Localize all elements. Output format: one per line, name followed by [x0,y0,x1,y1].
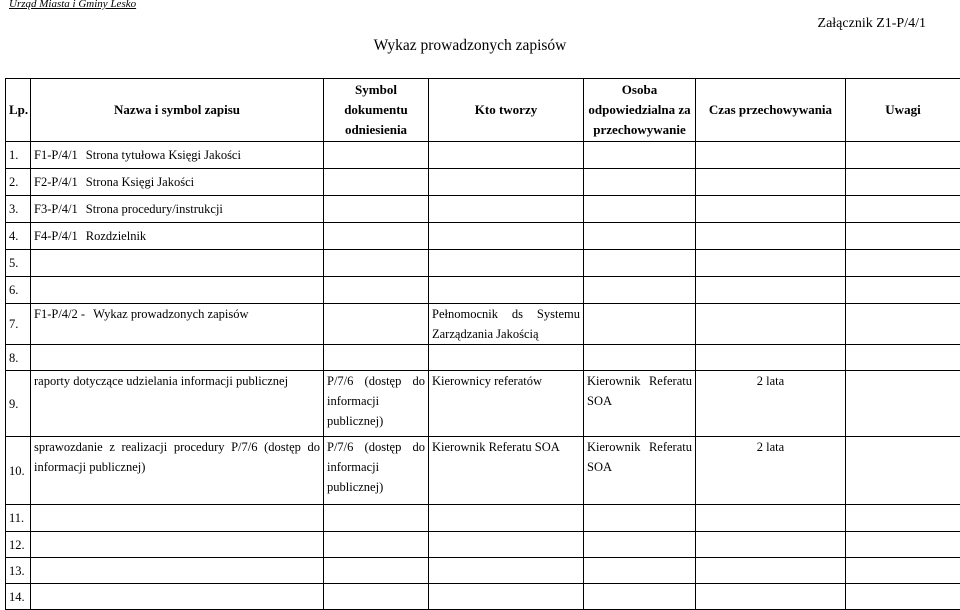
column-header-lp: Lp. [6,79,31,142]
column-header-retention: Czas przechowywania [696,79,846,142]
record-name-cell [31,304,324,345]
records-table [5,78,960,610]
record-name-cell [31,142,324,169]
table-row [6,169,960,196]
table-row [6,250,960,277]
record-name-cell [31,196,324,223]
symbol-cell [324,223,429,250]
row-number: 11. [9,511,24,525]
symbol-cell [324,304,429,345]
record-name-cell [31,371,324,437]
row-number: 6. [9,283,18,297]
creator-cell [429,505,584,532]
retention-cell [696,532,846,558]
creator-cell [429,304,584,345]
creator-cell [429,532,584,558]
record-name: Strona tytułowa Księgi Jakości [86,148,241,162]
retention-cell [696,558,846,584]
responsible-cell [584,250,696,277]
symbol-cell [324,532,429,558]
responsible-person: Kierownik Referatu SOA [587,440,692,474]
responsible-cell [584,169,696,196]
notes-cell [846,196,960,223]
responsible-cell [584,558,696,584]
record-code: F3-P/4/1 [34,202,78,216]
row-number-cell [6,371,31,437]
creator-cell [429,371,584,437]
responsible-cell [584,584,696,610]
creator-cell [429,169,584,196]
notes-cell [846,223,960,250]
responsible-cell [584,196,696,223]
symbol-cell [324,437,429,505]
document-symbol: P/7/6 (dostęp do informacji publicznej) [327,374,425,428]
responsible-cell [584,277,696,304]
table-row [6,437,960,505]
notes-cell [846,584,960,610]
notes-cell [846,142,960,169]
creator-cell [429,142,584,169]
record-creator: Pełnomocnik ds Systemu Zarządzania Jakością [432,307,580,341]
creator-cell [429,584,584,610]
row-number: 14. [9,590,25,604]
row-number: 5. [9,256,18,270]
record-code: F2-P/4/1 [34,175,78,189]
table-row [6,532,960,558]
retention-cell [696,142,846,169]
table-row [6,584,960,610]
responsible-cell [584,532,696,558]
symbol-cell [324,142,429,169]
notes-cell [846,250,960,277]
document-symbol: P/7/6 (dostęp do informacji publicznej) [327,440,425,494]
row-number-cell [6,223,31,250]
record-name-cell [31,584,324,610]
row-number-cell [6,304,31,345]
table-row [6,223,960,250]
row-number: 12. [9,538,25,552]
retention-period: 2 lata [757,374,784,388]
record-name-cell [31,223,324,250]
record-name: Strona Księgi Jakości [86,175,194,189]
table-row [6,277,960,304]
retention-period: 2 lata [757,440,784,454]
notes-cell [846,371,960,437]
symbol-cell [324,505,429,532]
row-number: 3. [9,202,18,216]
row-number: 1. [9,148,18,162]
creator-cell [429,558,584,584]
notes-cell [846,277,960,304]
table-row [6,196,960,223]
notes-cell [846,505,960,532]
record-name: Rozdzielnik [86,229,146,243]
creator-cell [429,277,584,304]
retention-cell [696,505,846,532]
responsible-person: Kierownik Referatu SOA [587,374,692,408]
record-name: raporty dotyczące udzielania informacji publicznej [34,374,288,388]
retention-cell [696,169,846,196]
document-title: Wykaz prowadzonych zapisów [0,37,940,55]
institution-name: Urząd Miasta i Gminy Lesko [9,0,136,10]
column-header-notes: Uwagi [846,79,960,142]
retention-cell [696,304,846,345]
symbol-cell [324,584,429,610]
row-number-cell [6,277,31,304]
record-name-cell [31,250,324,277]
record-code: F1-P/4/2 - [34,307,85,321]
notes-cell [846,437,960,505]
row-number-cell [6,142,31,169]
row-number-cell [6,558,31,584]
retention-cell [696,345,846,371]
record-name-cell [31,558,324,584]
symbol-cell [324,345,429,371]
row-number: 7. [9,317,18,331]
symbol-cell [324,169,429,196]
retention-cell [696,437,846,505]
record-name-cell [31,505,324,532]
record-name-cell [31,277,324,304]
record-name: Strona procedury/instrukcji [86,202,223,216]
responsible-cell [584,505,696,532]
notes-cell [846,558,960,584]
notes-cell [846,304,960,345]
row-number: 2. [9,175,18,189]
retention-cell [696,277,846,304]
row-number-cell [6,169,31,196]
creator-cell [429,345,584,371]
symbol-cell [324,371,429,437]
table-row [6,345,960,371]
symbol-cell [324,558,429,584]
table-row [6,505,960,532]
symbol-cell [324,277,429,304]
table-header-row [6,79,960,142]
row-number: 9. [9,397,18,411]
row-number-cell [6,250,31,277]
retention-cell [696,223,846,250]
record-name-cell [31,437,324,505]
row-number-cell [6,584,31,610]
column-header-name: Nazwa i symbol zapisu [31,79,324,142]
record-creator: Kierownik Referatu SOA [432,440,560,454]
retention-cell [696,250,846,277]
record-name: Wykaz prowadzonych zapisów [93,307,248,321]
row-number-cell [6,196,31,223]
symbol-cell [324,196,429,223]
table-body [6,142,960,610]
row-number-cell [6,532,31,558]
creator-cell [429,223,584,250]
record-name-cell [31,169,324,196]
retention-cell [696,371,846,437]
row-number: 4. [9,229,18,243]
row-number: 10. [9,464,25,478]
table-row [6,304,960,345]
row-number: 8. [9,351,18,365]
annex-label: Załącznik Z1-P/4/1 [818,16,926,32]
responsible-cell [584,142,696,169]
symbol-cell [324,250,429,277]
notes-cell [846,532,960,558]
retention-cell [696,196,846,223]
record-name-cell [31,532,324,558]
retention-cell [696,584,846,610]
responsible-cell [584,437,696,505]
notes-cell [846,345,960,371]
responsible-cell [584,223,696,250]
row-number-cell [6,505,31,532]
responsible-cell [584,304,696,345]
table-row [6,558,960,584]
record-code: F4-P/4/1 [34,229,78,243]
column-header-symbol: Symbol dokumentu odniesienia [324,79,429,142]
record-name: sprawozdanie z realizacji procedury P/7/6 (dostęp do informacji publicznej) [34,440,320,474]
table-row [6,371,960,437]
row-number: 13. [9,564,25,578]
creator-cell [429,250,584,277]
creator-cell [429,196,584,223]
row-number-cell [6,345,31,371]
record-name-cell [31,345,324,371]
creator-cell [429,437,584,505]
record-creator: Kierownicy referatów [432,374,542,388]
table-row [6,142,960,169]
notes-cell [846,169,960,196]
responsible-cell [584,371,696,437]
row-number-cell [6,437,31,505]
column-header-creator: Kto tworzy [429,79,584,142]
column-header-responsible: Osoba odpowiedzialna za przechowywanie [584,79,696,142]
responsible-cell [584,345,696,371]
record-code: F1-P/4/1 [34,148,78,162]
